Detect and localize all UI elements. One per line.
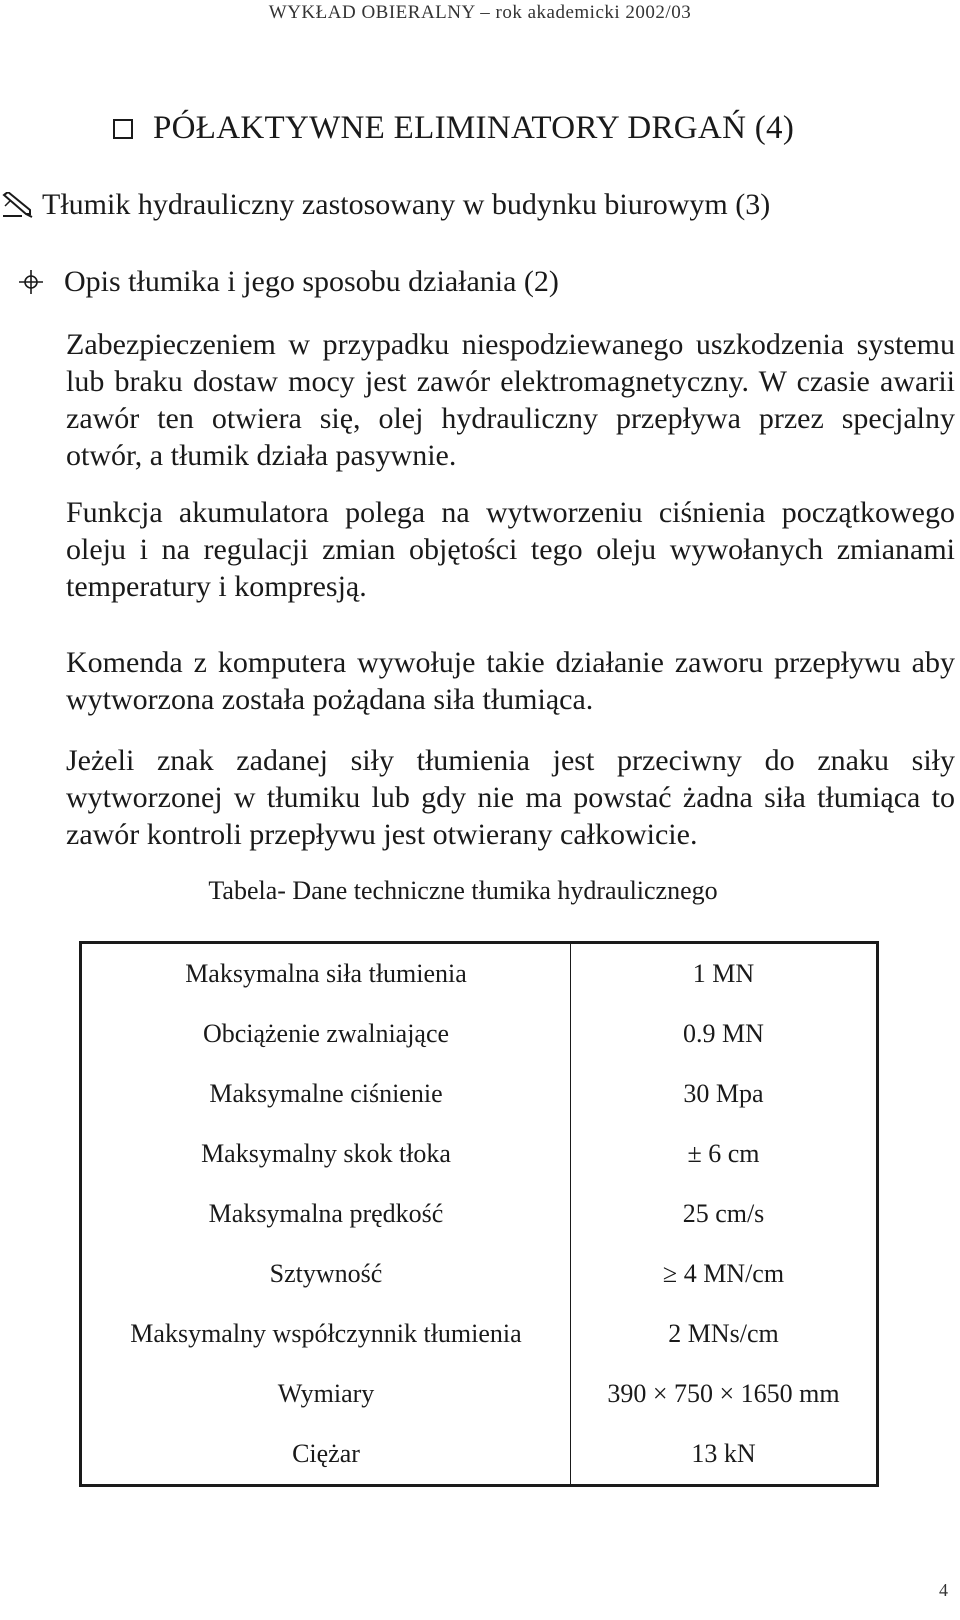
table-row [81,1364,878,1424]
subsection-title [2,188,770,222]
table-caption [0,876,960,906]
table-row [81,1244,878,1304]
table-row [81,1124,878,1184]
table-row [81,1424,878,1486]
paragraph: Zabezpieczeniem w przypadku niespodziewanego uszkodzenia systemu lub braku dostaw mocy jest zawór elektromagnetyczny. W czasie awarii zawór ten otwiera się, olej hydrauliczny przepływa przez specjalny otwór, a tłumik działa pasywnie. [66,328,955,472]
pencil-icon [2,192,34,218]
param-cell: Maksymalny współczynnik tłumienia [81,1304,571,1364]
section-title [113,110,794,147]
param-cell: Maksymalna siła tłumienia [81,943,571,1005]
value-cell: 390 × 750 × 1650 mm [607,1379,840,1408]
param-cell: Maksymalne ciśnienie [81,1064,571,1124]
value-cell: 2 MNs/cm [668,1319,779,1348]
value-cell: 1 MN [692,959,755,988]
table-row [81,943,878,1005]
value-cell: ≥ 4 MN/cm [662,1259,785,1288]
spec-table [79,941,879,1487]
subsubsection-title [18,265,559,299]
value-cell: 13 kN [691,1439,756,1468]
table-caption-text: Tabela- Dane techniczne tłumika hydraulicznego [208,876,718,905]
crosshair-icon [18,269,44,295]
param-cell: Ciężar [81,1424,571,1486]
paragraph: Komenda z komputera wywołuje takie działanie zaworu przepływu aby wytworzona została pożądana siła tłumiąca. [66,646,955,716]
table-row [81,1064,878,1124]
param-cell: Maksymalna prędkość [81,1184,571,1244]
page-number: 4 [939,1580,948,1600]
subsubsection-title-text: Opis tłumika i jego sposobu działania (2) [64,265,559,298]
param-cell: Sztywność [81,1244,571,1304]
subsection-title-text: Tłumik hydrauliczny zastosowany w budynku biurowym (3) [42,188,771,221]
param-cell: Maksymalny skok tłoka [81,1124,571,1184]
page-header: WYKŁAD OBIERALNY – rok akademicki 2002/03 [268,2,692,23]
paragraph: Jeżeli znak zadanej siły tłumienia jest przeciwny do znaku siły wytworzonej w tłumiku lub gdy nie ma powstać żadna siła tłumiąca to zawór kontroli przepływu jest otwierany całkowicie. [66,744,955,851]
paragraph: Funkcja akumulatora polega na wytworzeniu ciśnienia początkowego oleju i na regulacji zmian objętości tego oleju wywołanych zmianami temperatury i kompresją. [66,496,955,603]
param-cell: Obciążenie zwalniające [81,1004,571,1064]
section-title-text: PÓŁAKTYWNE ELIMINATORY DRGAŃ (4) [153,110,795,146]
value-cell: 30 Mpa [683,1079,764,1108]
value-cell: 25 cm/s [682,1199,765,1228]
table-row [81,1004,878,1064]
value-cell: 0.9 MN [683,1019,764,1048]
square-bullet-icon [113,119,133,139]
param-cell: Wymiary [81,1364,571,1424]
table-row [81,1304,878,1364]
table-row [81,1184,878,1244]
value-cell: ± 6 cm [687,1139,760,1168]
